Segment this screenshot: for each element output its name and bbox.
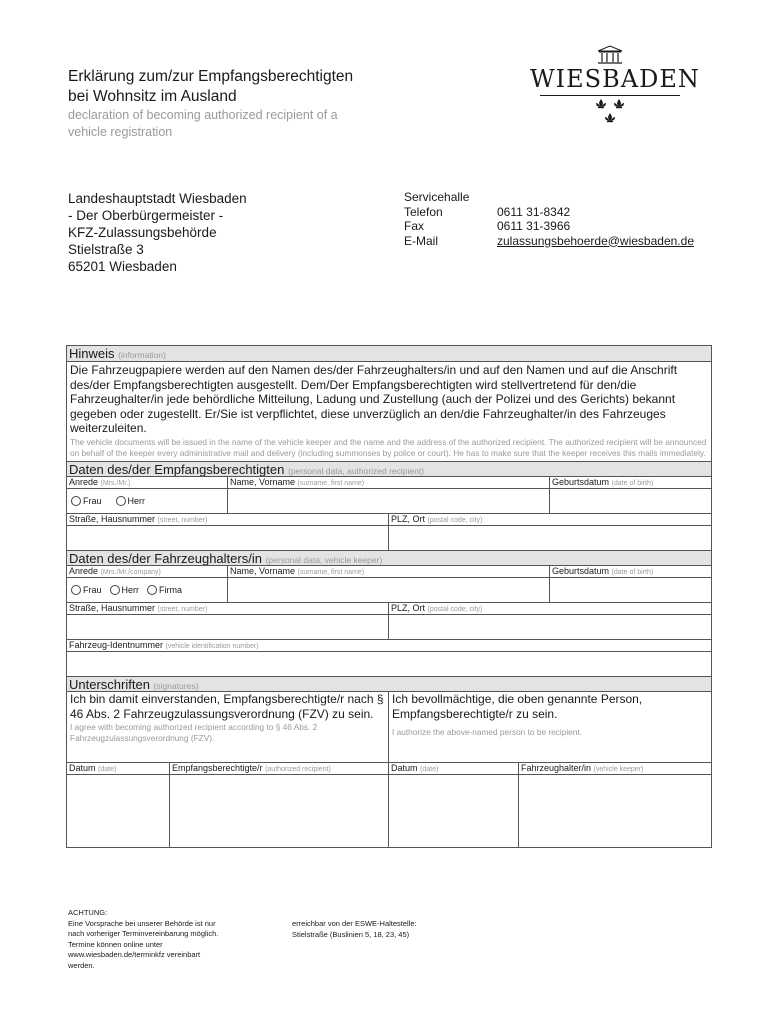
postal-field[interactable]: [389, 526, 711, 550]
birthdate-label: Geburtsdatum (date of birth): [552, 476, 654, 487]
section-header-keeper: [67, 550, 711, 566]
address-line: KFZ-Zulassungsbehörde: [68, 225, 217, 240]
keeper-signature-field[interactable]: [519, 775, 711, 847]
section-title-en: (personal data, vehicle keeper): [265, 554, 383, 565]
hinweis-text-de: Die Fahrzeugpapiere werden auf den Namen des/der Fahrzeughalters/in und auf den Namen und auf die Anschrift des/der Empfangsberechtigten ausgestellt. Dem/Der Empfangsberechtigten wird stellvertretend für den/die Fahrzeughalter/in jede behördliche Mitteilung, Ladung und Zustellung (auch der Polizei und des Gerichts) bekannt gegeben oder zugestellt. Er/Sie ist verpflichtet, diese unverzüglich an den/die Fahrzeughalter/in des Fahrzeuges weiterzuleiten.: [70, 363, 678, 436]
logo-rule: [540, 95, 680, 96]
page-title: [68, 67, 448, 107]
hinweis-text-en: The vehicle documents will be issued in the name of the vehicle keeper and the name and the address of the authorized recipient. The authorized recipient will be announced on behalf of the keeper every administrative mail and delivery (including summonses by police or court). He has to make sure that the keeper receives this mails immediately.: [70, 436, 707, 458]
street-label: Straße, Hausnummer (street, number): [67, 603, 389, 614]
keeper-date-field[interactable]: [389, 775, 519, 847]
lily-icon: [593, 97, 627, 127]
recipient-signature-label: Empfangsberechtigte/r (authorized recipient): [170, 763, 389, 774]
radio-circle-icon[interactable]: [147, 585, 157, 595]
section-header-hinweis: [67, 346, 711, 362]
date-label: Datum (date): [389, 763, 519, 774]
subtitle-line-2: vehicle registration: [68, 125, 173, 139]
footer-line: Termine können online unter: [68, 939, 163, 949]
recipient-signature-field[interactable]: [170, 775, 389, 847]
keeper-authorization: [389, 692, 711, 762]
radio-frau[interactable]: Frau: [71, 585, 102, 595]
recipient-input-row: [67, 488, 711, 513]
recipient-label-row: [67, 477, 711, 488]
postal-field[interactable]: [389, 615, 711, 639]
vin-label: Fahrzeug-Identnummer (vehicle identification number): [69, 639, 259, 650]
wiesbaden-logo: [530, 45, 700, 130]
footer-line: nach vorheriger Terminvereinbarung möglich.: [68, 929, 219, 938]
radio-frau[interactable]: Frau: [71, 496, 102, 506]
recipient-consent: [67, 692, 389, 762]
phone-label: Telefon: [404, 204, 443, 219]
declaration-form: [66, 345, 712, 848]
contact-title: Servicehalle: [404, 190, 470, 204]
anrede-label: Anrede (Mrs./Mr./company): [67, 566, 228, 577]
contact-block: [404, 190, 694, 248]
radio-circle-icon[interactable]: [71, 496, 81, 506]
fax-label: Fax: [404, 219, 425, 233]
signature-input-row: [67, 774, 711, 847]
radio-circle-icon[interactable]: [110, 585, 120, 595]
anrede-options: [67, 489, 228, 513]
postal-label: PLZ, Ort (postal code, city): [391, 602, 483, 613]
subtitle-line-1: declaration of becoming authorized recipient of a: [68, 108, 338, 122]
footer-line: Stielstraße (Buslinien 5, 18, 23, 45): [292, 929, 410, 939]
street-field[interactable]: [67, 526, 389, 550]
name-field[interactable]: [228, 578, 550, 602]
email-link[interactable]: zulassungsbehoerde@wiesbaden.de: [497, 233, 694, 248]
signature-label-row: [67, 762, 711, 774]
vin-field[interactable]: [67, 652, 711, 676]
signature-consent-row: [67, 692, 711, 762]
footer-line: werden.: [68, 960, 95, 970]
recipient-date-field[interactable]: [67, 775, 170, 847]
date-label: Datum (date): [67, 763, 170, 774]
postal-label: PLZ, Ort (postal code, city): [391, 513, 483, 524]
section-title: Daten des/der Fahrzeughalters/in: [69, 550, 262, 566]
section-title-en: (personal data, authorized recipient): [287, 465, 425, 476]
keeper-authorization-de: Ich bevollmächtige, die oben genannte Person, Empfangsberechtigte/r zu sein.: [392, 691, 643, 721]
title-line-1: Erklärung zum/zur Empfangsberechtigten: [68, 68, 354, 85]
keeper-address-input-row: [67, 614, 711, 639]
phone-value: 0611 31-8342: [497, 204, 571, 219]
keeper-authorization-en: I authorize the above-named person to be recipient.: [392, 727, 583, 738]
keeper-input-row: [67, 577, 711, 602]
birthdate-field[interactable]: [550, 578, 711, 602]
street-label: Straße, Hausnummer (street, number): [67, 514, 389, 525]
name-label: Name, Vorname (surname, first name): [228, 477, 550, 488]
footer-line: erreichbar von der ESWE-Haltestelle:: [292, 919, 417, 928]
radio-circle-icon[interactable]: [116, 496, 126, 506]
authority-address: [68, 190, 247, 275]
footer-bus-info: [292, 919, 492, 940]
building-icon: [595, 45, 625, 65]
recipient-address-input-row: [67, 525, 711, 550]
radio-herr[interactable]: Herr: [110, 585, 140, 595]
address-line: 65201 Wiesbaden: [68, 259, 177, 274]
birthdate-field[interactable]: [550, 489, 711, 513]
address-line: Stielstraße 3: [68, 242, 144, 257]
footer-line: Eine Vorsprache bei unserer Behörde ist nur: [68, 918, 216, 928]
section-title: Hinweis: [69, 346, 115, 361]
footer-notice: [68, 908, 278, 971]
radio-herr[interactable]: Herr: [116, 496, 146, 506]
email-label: E-Mail: [404, 233, 439, 248]
address-line: Landeshauptstadt Wiesbaden: [68, 191, 247, 206]
section-header-recipient: [67, 461, 711, 477]
name-field[interactable]: [228, 489, 550, 513]
section-title-en: (information): [118, 350, 166, 360]
keeper-label-row: [67, 566, 711, 577]
anrede-label: Anrede (Mrs./Mr.): [67, 477, 228, 488]
anrede-options: [67, 578, 228, 602]
vin-label-row: [67, 639, 711, 651]
birthdate-label: Geburtsdatum (date of birth): [552, 565, 654, 576]
name-label: Name, Vorname (surname, first name): [228, 566, 550, 577]
recipient-address-label-row: [67, 513, 711, 525]
recipient-consent-de: Ich bin damit einverstanden, Empfangsberechtigte/r nach § 46 Abs. 2 Fahrzeugzulassungsverordnung (FZV) zu sein.: [70, 691, 384, 721]
section-title: Unterschriften: [69, 676, 150, 692]
footer-line: www.wiesbaden.de/terminkfz vereinbart: [68, 950, 201, 959]
title-line-2: bei Wohnsitz im Ausland: [68, 88, 237, 105]
recipient-consent-en: I agree with becoming authorized recipient according to § 46 Abs. 2 Fahrzeugzulassungsverordnung (FZV).: [70, 722, 318, 744]
section-title-en: (signatures): [153, 680, 199, 691]
radio-circle-icon[interactable]: [71, 585, 81, 595]
keeper-address-label-row: [67, 602, 711, 614]
vin-input-row: [67, 651, 711, 676]
keeper-signature-label: Fahrzeughalter/in (vehicle keeper): [521, 762, 644, 773]
footer-line: ACHTUNG:: [68, 908, 108, 917]
street-field[interactable]: [67, 615, 389, 639]
address-line: - Der Oberbürgermeister -: [68, 208, 224, 223]
section-header-signatures: [67, 676, 711, 692]
radio-firma[interactable]: Firma: [147, 585, 182, 595]
page-subtitle: [68, 107, 408, 141]
section-title: Daten des/der Empfangsberechtigten: [69, 461, 285, 477]
fax-value: 0611 31-3966: [497, 219, 571, 233]
logo-text: WIESBADEN: [530, 65, 700, 93]
